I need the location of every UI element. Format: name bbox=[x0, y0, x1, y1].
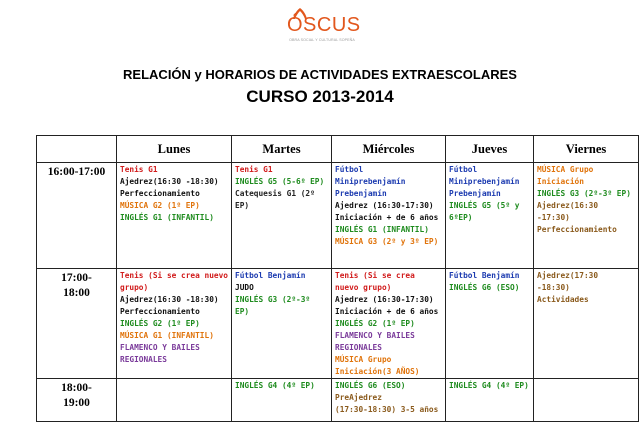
activity-item: Fútbol bbox=[449, 165, 478, 174]
activity-item: MÚSICA G3 (2º y 3º EP) bbox=[335, 237, 439, 246]
header-jueves: Jueves bbox=[446, 136, 534, 163]
activity-item: Prebenjamín bbox=[335, 189, 387, 198]
schedule-cell bbox=[232, 163, 332, 269]
activity-item: MÚSICA Grupo Iniciación bbox=[537, 165, 594, 186]
activity-item: Perfeccionamiento bbox=[120, 189, 200, 198]
time-row bbox=[37, 269, 639, 379]
time-label: 16:00-17:00 bbox=[47, 166, 106, 178]
activity-item: FLAMENCO Y BAILES REGIONALES bbox=[335, 331, 415, 352]
schedule-cell bbox=[534, 379, 639, 422]
schedule-cell bbox=[534, 269, 639, 379]
header-viernes: Viernes bbox=[534, 136, 639, 163]
activity-item: INGLÉS G5 (5-6º EP) bbox=[235, 177, 325, 186]
activity-item: Ajedrez (16:30-17:30) bbox=[335, 295, 434, 304]
activity-item: Perfeccionamiento bbox=[120, 307, 200, 316]
schedule-cell bbox=[446, 379, 534, 422]
header-miercoles: Miércoles bbox=[332, 136, 446, 163]
activity-item: Prebenjamín bbox=[449, 189, 501, 198]
logo-subtitle: OBRA SOCIAL Y CULTURAL SOPEÑA bbox=[289, 38, 355, 42]
header-martes: Martes bbox=[232, 136, 332, 163]
schedule-cell bbox=[332, 379, 446, 422]
activity-item: Ajedrez (16:30-17:30) bbox=[335, 201, 434, 210]
activity-item: MÚSICA G2 (1º EP) bbox=[120, 201, 200, 210]
activity-item: INGLÉS G3 (2º-3º EP) bbox=[537, 189, 631, 198]
activity-item: Tenis (Si se crea nuevo grupo) bbox=[120, 271, 228, 292]
activity-item: INGLÉS G2 (1º EP) bbox=[335, 319, 415, 328]
activity-item: Fútbol Benjamín bbox=[449, 271, 520, 280]
activity-item: (17:30-18:30) 3-5 años bbox=[335, 405, 439, 414]
schedule-cell bbox=[446, 269, 534, 379]
activity-item: INGLÉS G4 (4º EP) bbox=[449, 381, 529, 390]
activity-item: INGLÉS G4 (4º EP) bbox=[235, 381, 315, 390]
schedule-table bbox=[36, 135, 639, 422]
activity-item: PreAjedrez bbox=[335, 393, 382, 402]
activity-item: Miniprebenjamín bbox=[335, 177, 406, 186]
time-slot-1 bbox=[37, 163, 117, 269]
activity-item: INGLÉS G6 (ESO) bbox=[335, 381, 406, 390]
activity-item: INGLÉS G5 (5º y 6ºEP) bbox=[449, 201, 520, 222]
activity-item: MÚSICA G1 (INFANTIL) bbox=[120, 331, 214, 340]
time-row bbox=[37, 163, 639, 269]
activity-item: FLAMENCO Y BAILES REGIONALES bbox=[120, 343, 200, 364]
logo-wordmark: ÓSCUS bbox=[287, 14, 361, 36]
activity-item: Ajedrez(16:30 -17:30) bbox=[537, 201, 599, 222]
activity-item: Tenis (Si se crea nuevo grupo) bbox=[335, 271, 415, 292]
schedule-cell bbox=[117, 163, 232, 269]
activity-item: Fútbol bbox=[335, 165, 364, 174]
activity-item: MÚSICA Grupo Iniciación(3 AÑOS) bbox=[335, 355, 420, 376]
schedule-cell bbox=[332, 163, 446, 269]
activity-item: Iniciación + de 6 años bbox=[335, 307, 439, 316]
page-title: RELACIÓN y HORARIOS DE ACTIVIDADES EXTRAESCOLARES bbox=[123, 67, 517, 82]
time-label: 18:00- 19:00 bbox=[61, 382, 92, 409]
schedule-cell bbox=[117, 379, 232, 422]
activity-item: JUDO bbox=[235, 283, 254, 292]
activity-item: INGLÉS G1 (INFANTIL) bbox=[335, 225, 429, 234]
schedule-cell bbox=[534, 163, 639, 269]
schedule-cell bbox=[446, 163, 534, 269]
activity-item: Iniciación + de 6 años bbox=[335, 213, 439, 222]
activity-item: Miniprebenjamín bbox=[449, 177, 520, 186]
activity-item: Perfeccionamiento bbox=[537, 225, 617, 234]
header-row bbox=[37, 136, 639, 163]
header-corner bbox=[37, 136, 117, 163]
schedule-cell bbox=[117, 269, 232, 379]
activity-item: INGLÉS G6 (ESO) bbox=[449, 283, 520, 292]
activity-item: Tenis G1 bbox=[235, 165, 273, 174]
course-year-title: CURSO 2013-2014 bbox=[246, 87, 394, 106]
activity-item: INGLÉS G3 (2º-3º EP) bbox=[235, 295, 311, 316]
time-slot-2 bbox=[37, 269, 117, 379]
activity-item: Ajedrez(17:30 -18:30) bbox=[537, 271, 599, 292]
activity-item: Catequesis G1 (2º EP) bbox=[235, 189, 315, 210]
header-lunes: Lunes bbox=[117, 136, 232, 163]
activity-item: INGLÉS G1 (INFANTIL) bbox=[120, 213, 214, 222]
activity-item: Ajedrez(16:30 -18:30) bbox=[120, 177, 219, 186]
schedule-cell bbox=[232, 269, 332, 379]
activity-item: INGLÉS G2 (1º EP) bbox=[120, 319, 200, 328]
oscus-logo bbox=[287, 8, 361, 44]
time-slot-3 bbox=[37, 379, 117, 422]
time-row bbox=[37, 379, 639, 422]
schedule-cell bbox=[232, 379, 332, 422]
activity-item: Ajedrez(16:30 -18:30) bbox=[120, 295, 219, 304]
activity-item: Actividades bbox=[537, 295, 589, 304]
activity-item: Tenis G1 bbox=[120, 165, 158, 174]
activity-item: Fútbol Benjamín bbox=[235, 271, 306, 280]
time-label: 17:00- 18:00 bbox=[61, 272, 92, 299]
schedule-cell bbox=[332, 269, 446, 379]
